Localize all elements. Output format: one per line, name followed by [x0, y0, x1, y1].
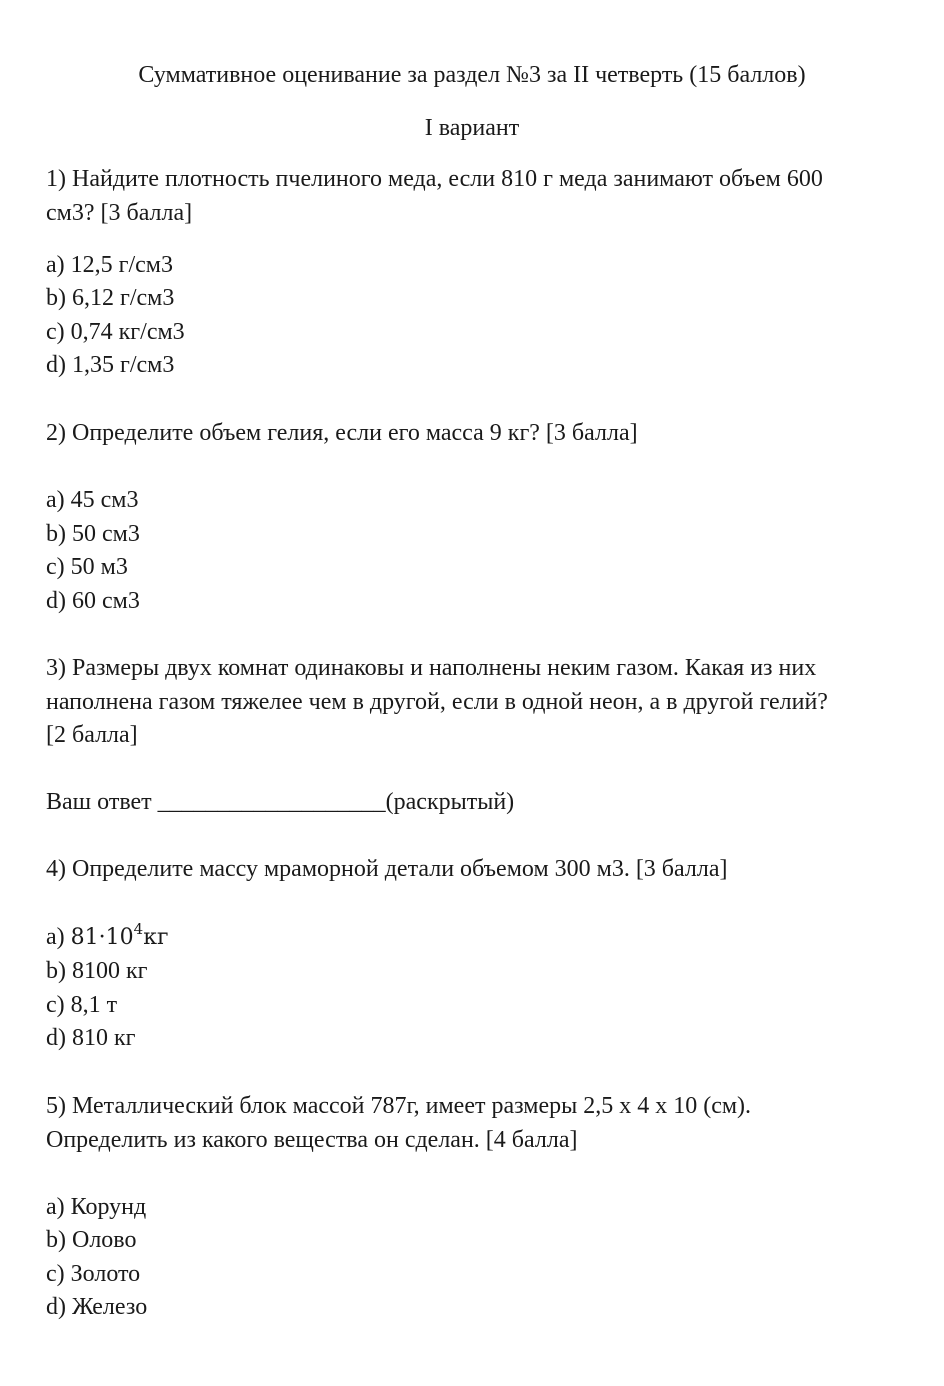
- question-1-option-b: b) 6,12 г/см3: [46, 285, 175, 311]
- question-3-answer-line: Ваш ответ ___________________(раскрытый): [46, 789, 515, 815]
- question-2-option-c: c) 50 м3: [46, 554, 128, 580]
- question-2-option-a: a) 45 см3: [46, 487, 139, 513]
- question-2-text: 2) Определите объем гелия, если его масса 9 кг? [3 балла]: [46, 420, 638, 446]
- question-4-option-d: d) 810 кг: [46, 1025, 136, 1051]
- formula-exponent: 4: [133, 919, 144, 938]
- formula-base: 81·10: [70, 925, 134, 950]
- question-2-option-b: b) 50 см3: [46, 521, 140, 547]
- question-1-option-c: c) 0,74 кг/см3: [46, 319, 185, 345]
- question-4-text: 4) Определите массу мраморной детали объемом 300 м3. [3 балла]: [46, 856, 728, 882]
- question-2-option-d: d) 60 см3: [46, 588, 140, 614]
- question-4-option-a: [46, 920, 168, 955]
- question-3-text: 3) Размеры двух комнат одинаковы и наполнены неким газом. Какая из них: [46, 655, 817, 681]
- question-5-option-a: a) Корунд: [46, 1194, 147, 1220]
- option-a-label: a): [46, 924, 71, 950]
- question-1-option-a: a) 12,5 г/см3: [46, 252, 173, 278]
- question-1-option-d: d) 1,35 г/см3: [46, 352, 175, 378]
- question-1-text: 1) Найдите плотность пчелиного меда, если 810 г меда занимают объем 600: [46, 166, 823, 192]
- page-title: Суммативное оценивание за раздел №3 за II четверть (15 баллов): [138, 62, 806, 88]
- option-a-formula: [70, 919, 169, 950]
- question-5-option-d: d) Железо: [46, 1294, 148, 1320]
- question-5-option-b: b) Олово: [46, 1227, 137, 1253]
- formula-unit: кг: [143, 925, 169, 950]
- variant-label: I вариант: [424, 115, 520, 141]
- question-5-text-cont: Определить из какого вещества он сделан. [4 балла]: [46, 1127, 578, 1153]
- question-1-text-cont: см3? [3 балла]: [46, 200, 193, 226]
- question-3-points: [2 балла]: [46, 722, 138, 748]
- question-4-option-b: b) 8100 кг: [46, 958, 148, 984]
- question-3-text-cont: наполнена газом тяжелее чем в другой, если в одной неон, а в другой гелий?: [46, 689, 828, 715]
- question-5-text: 5) Металлический блок массой 787г, имеет размеры 2,5 х 4 х 10 (см).: [46, 1093, 752, 1119]
- question-4-option-c: c) 8,1 т: [46, 992, 118, 1018]
- question-5-option-c: c) Золото: [46, 1261, 141, 1287]
